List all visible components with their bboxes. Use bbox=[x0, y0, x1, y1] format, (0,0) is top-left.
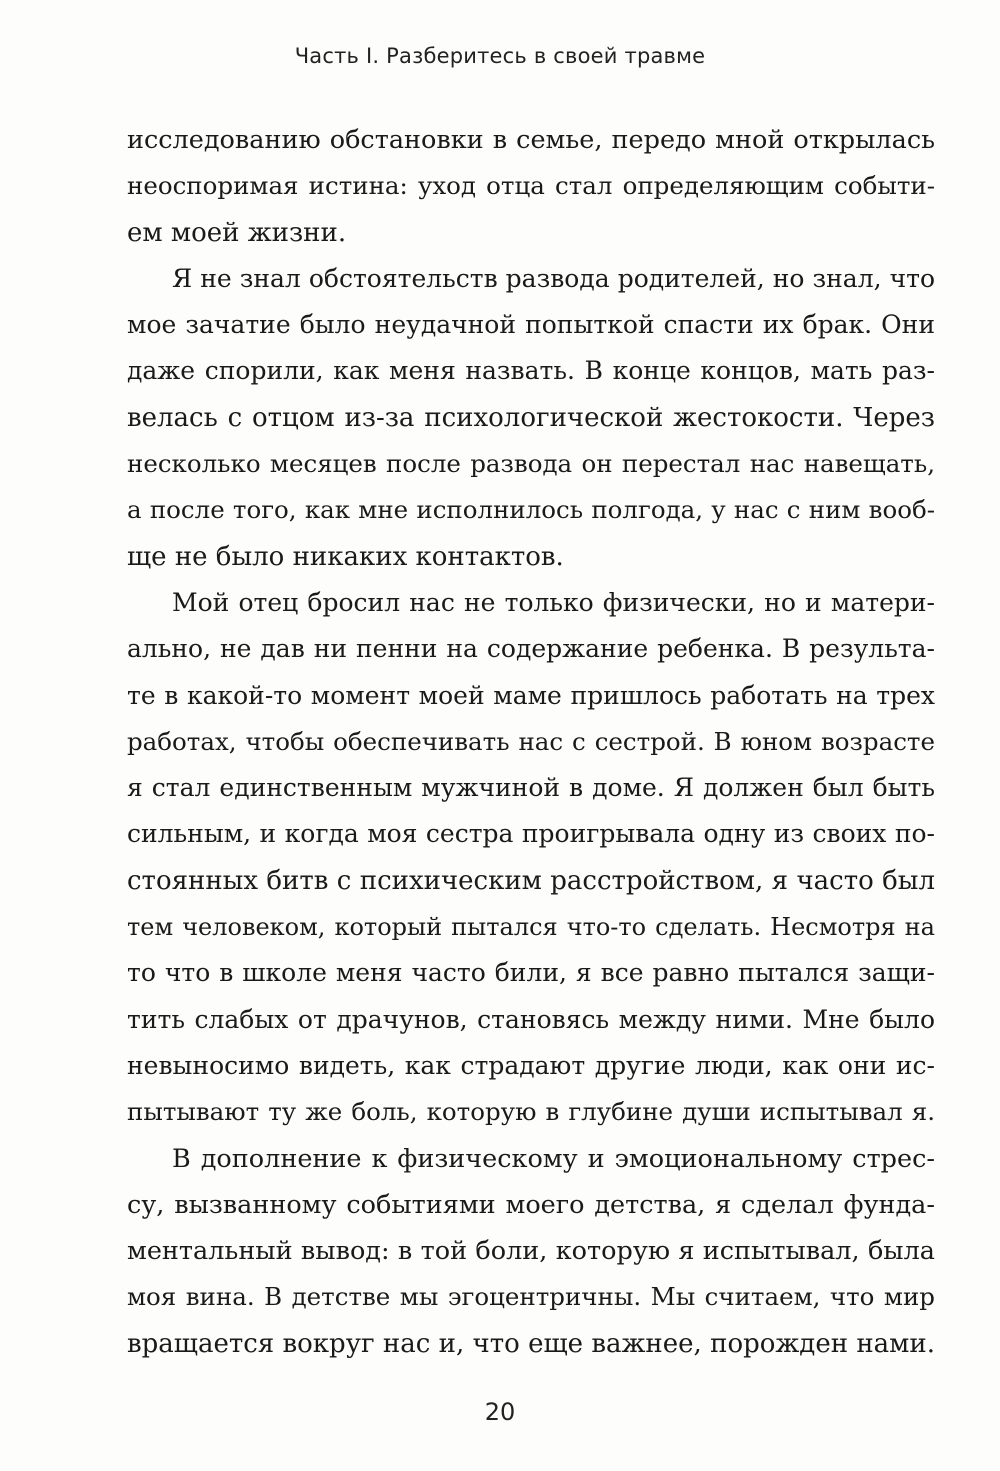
text-line: те в какой-то момент моей маме пришлось работать на трех bbox=[127, 680, 935, 710]
text-line: неоспоримая истина: уход отца стал определяющим событи- bbox=[127, 171, 935, 201]
text-line: моя вина. В детстве мы эгоцентричны. Мы считаем, что мир bbox=[127, 1282, 935, 1312]
text-line: невыносимо видеть, как страдают другие люди, как они ис- bbox=[127, 1050, 935, 1080]
text-line: пытывают ту же боль, которую в глубине души испытывал я. bbox=[127, 1097, 935, 1127]
text-line: ще не было никаких контактов. bbox=[127, 541, 564, 572]
text-line: несколько месяцев после развода он перестал нас навещать, bbox=[127, 449, 935, 479]
text-line: сильным, и когда моя сестра проигрывала одну из своих по- bbox=[127, 819, 935, 849]
text-line: даже спорили, как меня назвать. В конце концов, мать раз- bbox=[127, 356, 935, 386]
text-line: я стал единственным мужчиной в доме. Я должен был быть bbox=[127, 773, 935, 803]
text-line: мое зачатие было неудачной попыткой спасти их брак. Они bbox=[127, 310, 935, 340]
page-number: 20 bbox=[484, 1398, 516, 1426]
text-line: работах, чтобы обеспечивать нас с сестрой. В юном возрасте bbox=[127, 726, 935, 756]
running-head: Часть I. Разберитесь в своей травме bbox=[294, 44, 706, 68]
text-line: тить слабых от драчунов, становясь между ними. Мне было bbox=[127, 1004, 935, 1034]
text-line: а после того, как мне исполнилось полгода, у нас с ним вооб- bbox=[127, 495, 935, 525]
paragraph bbox=[127, 117, 935, 256]
text-line: Мой отец бросил нас не только физически, но и матери- bbox=[172, 587, 935, 617]
text-line: ально, не дав ни пенни на содержание ребенка. В результа- bbox=[127, 634, 935, 664]
paragraph bbox=[127, 580, 935, 1136]
text-line: исследованию обстановки в семье, передо мной открылась bbox=[127, 125, 935, 155]
text-line: ментальный вывод: в той боли, которую я испытывал, была bbox=[127, 1236, 935, 1267]
text-line: велась с отцом из-за психологической жестокости. Через bbox=[127, 402, 935, 433]
paragraph bbox=[127, 256, 935, 580]
paragraph bbox=[127, 1136, 935, 1367]
text-line: вращается вокруг нас и, что еще важнее, порожден нами. bbox=[127, 1328, 935, 1359]
text-line: то что в школе меня часто били, я все равно пытался защи- bbox=[127, 958, 935, 988]
text-line: стоянных битв с психическим расстройством, я часто был bbox=[127, 865, 935, 896]
text-line: ем моей жизни. bbox=[127, 217, 347, 248]
text-line: су, вызванному событиями моего детства, я сделал фунда- bbox=[127, 1189, 935, 1220]
text-line: тем человеком, который пытался что-то сделать. Несмотря на bbox=[127, 913, 935, 942]
text-line: Я не знал обстоятельств развода родителей, но знал, что bbox=[172, 263, 935, 293]
text-line: В дополнение к физическому и эмоциональному стрес- bbox=[172, 1143, 935, 1174]
body-text bbox=[127, 117, 935, 1367]
